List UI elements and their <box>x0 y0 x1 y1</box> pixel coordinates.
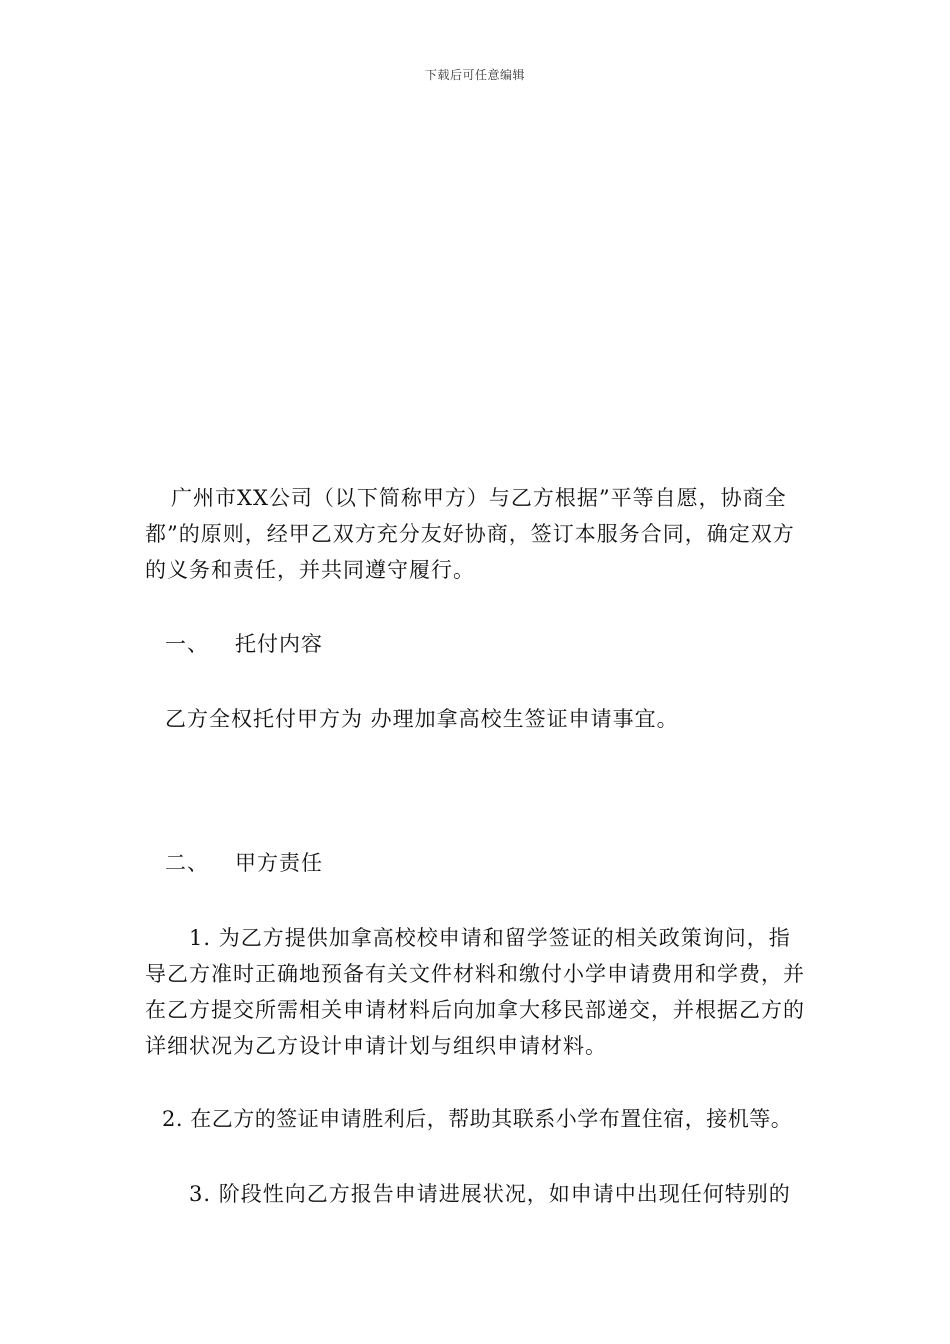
section-1-paragraph: 乙方全权托付甲方为 办理加拿高校生签证申请事宜。 <box>165 707 679 731</box>
section-1-number: 一、 <box>165 632 209 656</box>
section-1-title: 托付内容 <box>235 632 323 656</box>
section-2-item-2: 2. 在乙方的签证申请胜利后，帮助其联系小学布置住宿，接机等。 <box>162 1107 793 1131</box>
section-2-item-3: 3. 阶段性向乙方报告申请进展状况，如申请中出现任何特别的 <box>189 1182 791 1206</box>
page-header-note: 下载后可任意编辑 <box>424 68 525 82</box>
intro-paragraph: 广州市XX公司（以下简称甲方）与乙方根据”平等自愿，协商全都”的原则，经甲乙双方充分友好协商，签订本服务合同，确定双方的义务和责任，并共同遵守履行。 <box>145 486 795 582</box>
section-2-number: 二、 <box>165 851 209 875</box>
section-2-item-1: 1. 为乙方提供加拿高校校申请和留学签证的相关政策询问，指导乙方准时正确地预备有关文件材料和缴付小学申请费用和学费，并在乙方提交所需相关申请材料后向加拿大移民部递交，并根据乙方的详细状况为乙方设计申请计划与组织申请材料。 <box>145 926 805 1058</box>
section-2-title: 甲方责任 <box>235 851 323 875</box>
section-heading-2 <box>165 845 765 881</box>
section-heading-1 <box>165 626 765 662</box>
